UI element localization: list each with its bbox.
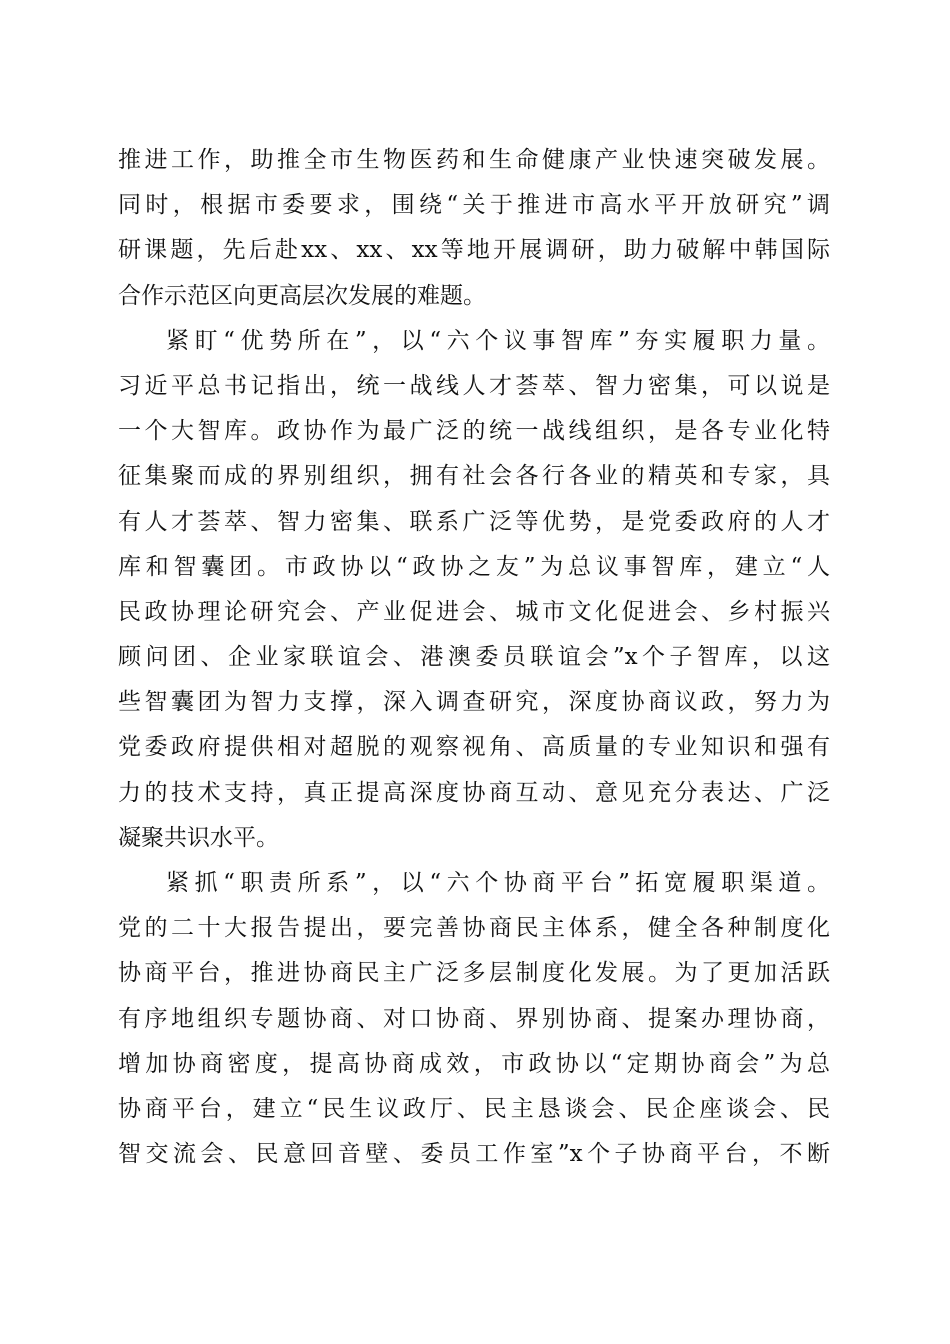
- text-line: 凝聚共识水平。: [118, 824, 279, 851]
- text-line: 智交流会、民意回音壁、委员工作室”x个子协商平台，不断: [118, 1141, 830, 1168]
- paragraph-heading-line: 紧盯“优势所在”，以“六个议事智库”夯实履职力量。: [166, 327, 830, 354]
- text-line: 合作示范区向更高层次发展的难题。: [118, 282, 486, 309]
- text-line: 顾问团、企业家联谊会、港澳委员联谊会”x个子智库，以这: [118, 644, 830, 671]
- text-line: 习近平总书记指出，统一战线人才荟萃、智力密集，可以说是: [118, 372, 830, 399]
- text-line: 些智囊团为智力支撑，深入调查研究，深度协商议政，努力为: [118, 689, 830, 716]
- text-line: 民政协理论研究会、产业促进会、城市文化促进会、乡村振兴: [118, 598, 830, 625]
- text-line: 同时，根据市委要求，围绕“关于推进市高水平开放研究”调: [118, 192, 830, 219]
- text-line: 征集聚而成的界别组织，拥有社会各行各业的精英和专家，具: [118, 463, 830, 490]
- text-line: 库和智囊团。市政协以“政协之友”为总议事智库，建立“人: [118, 553, 830, 580]
- body-text: [118, 138, 830, 1177]
- paragraph-heading-line: 紧抓“职责所系”，以“六个协商平台”拓宽履职渠道。: [166, 870, 830, 896]
- text-line: 力的技术支持，真正提高深度协商互动、意见充分表达、广泛: [118, 779, 830, 806]
- text-line: 协商平台，推进协商民主广泛多层制度化发展。为了更加活跃: [118, 960, 830, 987]
- text-line: 推进工作，助推全市生物医药和生命健康产业快速突破发展。: [118, 147, 830, 173]
- text-line: 一个大智库。政协作为最广泛的统一战线组织，是各专业化特: [118, 418, 830, 445]
- text-line: 党的二十大报告提出，要完善协商民主体系，健全各种制度化: [118, 915, 830, 942]
- text-line: 有人才荟萃、智力密集、联系广泛等优势，是党委政府的人才: [118, 508, 830, 535]
- text-line: 协商平台，建立“民生议政厅、民主恳谈会、民企座谈会、民: [118, 1095, 830, 1122]
- text-line: 增加协商密度，提高协商成效，市政协以“定期协商会”为总: [118, 1050, 830, 1077]
- text-line: 党委政府提供相对超脱的观察视角、高质量的专业知识和强有: [118, 734, 830, 761]
- text-line: 研课题，先后赴xx、xx、xx等地开展调研，助力破解中韩国际: [118, 237, 830, 264]
- text-line: 有序地组织专题协商、对口协商、界别协商、提案办理协商，: [118, 1005, 830, 1032]
